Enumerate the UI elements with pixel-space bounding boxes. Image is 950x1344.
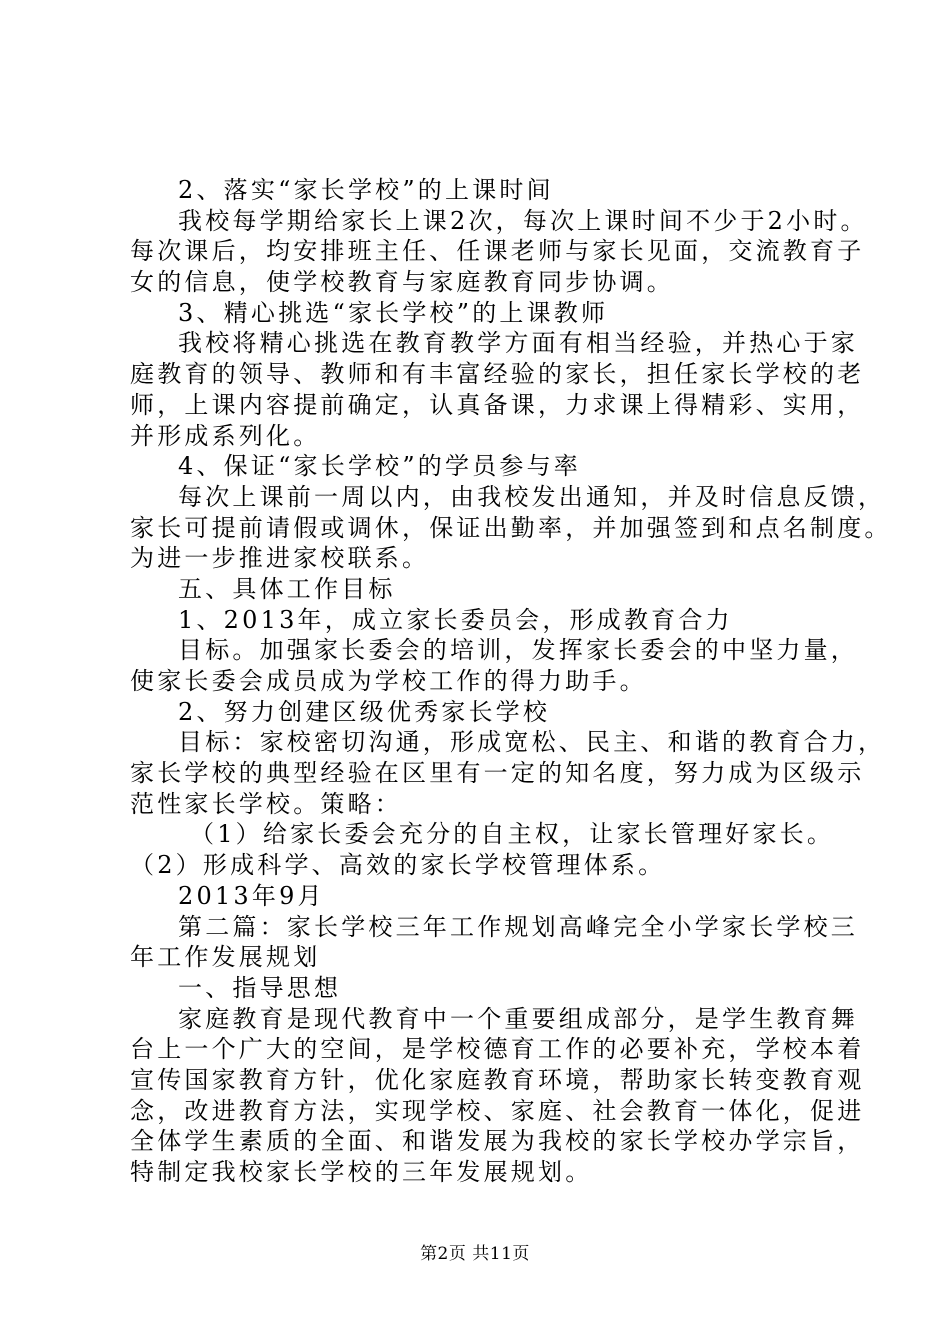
paragraph-line: 每次上课前一周以内，由我校发出通知，并及时信息反馈， [178, 483, 886, 511]
section-heading-guiding: 一、指导思想 [178, 974, 342, 1002]
strategy-item-1: （1）给家长委会充分的自主权，让家长管理好家长。 [190, 820, 835, 848]
paragraph-line: 家长可提前请假或调休，保证出勤率，并加强签到和点名制度。 [130, 514, 892, 542]
paragraph-line: 每次课后，均安排班主任、任课老师与家长见面，交流教育子 [130, 237, 865, 265]
paragraph-line: 念，改进教育方法，实现学校、家庭、社会教育一体化，促进 [130, 1097, 865, 1125]
part-two-title: 第二篇：家长学校三年工作规划高峰完全小学家长学校三 [178, 913, 858, 941]
paragraph-line: 目标：家校密切沟通，形成宽松、民主、和谐的教育合力， [178, 728, 886, 756]
heading-committee: 1、2013年，成立家长委员会，形成教育合力 [178, 606, 733, 634]
strategy-item-2: （2）形成科学、高效的家长学校管理体系。 [130, 851, 666, 879]
paragraph-line: 范性家长学校。策略： [130, 790, 402, 818]
heading-excellent-school: 2、努力创建区级优秀家长学校 [178, 698, 551, 726]
paragraph-line: 目标。加强家长委会的培训，发挥家长委会的中坚力量， [178, 636, 858, 664]
paragraph-line: 为进一步推进家校联系。 [130, 544, 430, 572]
paragraph-line: 师，上课内容提前确定，认真备课，力求课上得精彩、实用， [130, 391, 865, 419]
page-footer: 第2页 共11页 [420, 1244, 530, 1264]
paragraph-line: 特制定我校家长学校的三年发展规划。 [130, 1158, 593, 1186]
paragraph-line: 全体学生素质的全面、和谐发展为我校的家长学校办学宗旨， [130, 1127, 865, 1155]
paragraph-line: 并形成系列化。 [130, 422, 321, 450]
paragraph-line: 家长学校的典型经验在区里有一定的知名度，努力成为区级示 [130, 759, 865, 787]
paragraph-line: 我校每学期给家长上课2次，每次上课时间不少于2小时。 [178, 207, 868, 235]
part-two-title-cont: 年工作发展规划 [130, 943, 321, 971]
paragraph-line: 使家长委会成员成为学校工作的得力助手。 [130, 667, 647, 695]
heading-class-time: 2、落实“家长学校”的上课时间 [178, 176, 554, 204]
paragraph-line: 家庭教育是现代教育中一个重要组成部分，是学生教育舞 [178, 1005, 858, 1033]
date-line: 2013年9月 [178, 882, 325, 910]
heading-select-teachers: 3、精心挑选“家长学校”的上课教师 [178, 299, 609, 327]
paragraph-line: 庭教育的领导、教师和有丰富经验的家长，担任家长学校的老 [130, 360, 865, 388]
paragraph-line: 我校将精心挑选在教育教学方面有相当经验，并热心于家 [178, 329, 858, 357]
paragraph-line: 女的信息，使学校教育与家庭教育同步协调。 [130, 268, 674, 296]
section-heading-goals: 五、具体工作目标 [178, 575, 396, 603]
paragraph-line: 宣传国家教育方针，优化家庭教育环境，帮助家长转变教育观 [130, 1066, 865, 1094]
heading-participation: 4、保证“家长学校”的学员参与率 [178, 452, 582, 480]
paragraph-line: 台上一个广大的空间，是学校德育工作的必要补充，学校本着 [130, 1035, 865, 1063]
